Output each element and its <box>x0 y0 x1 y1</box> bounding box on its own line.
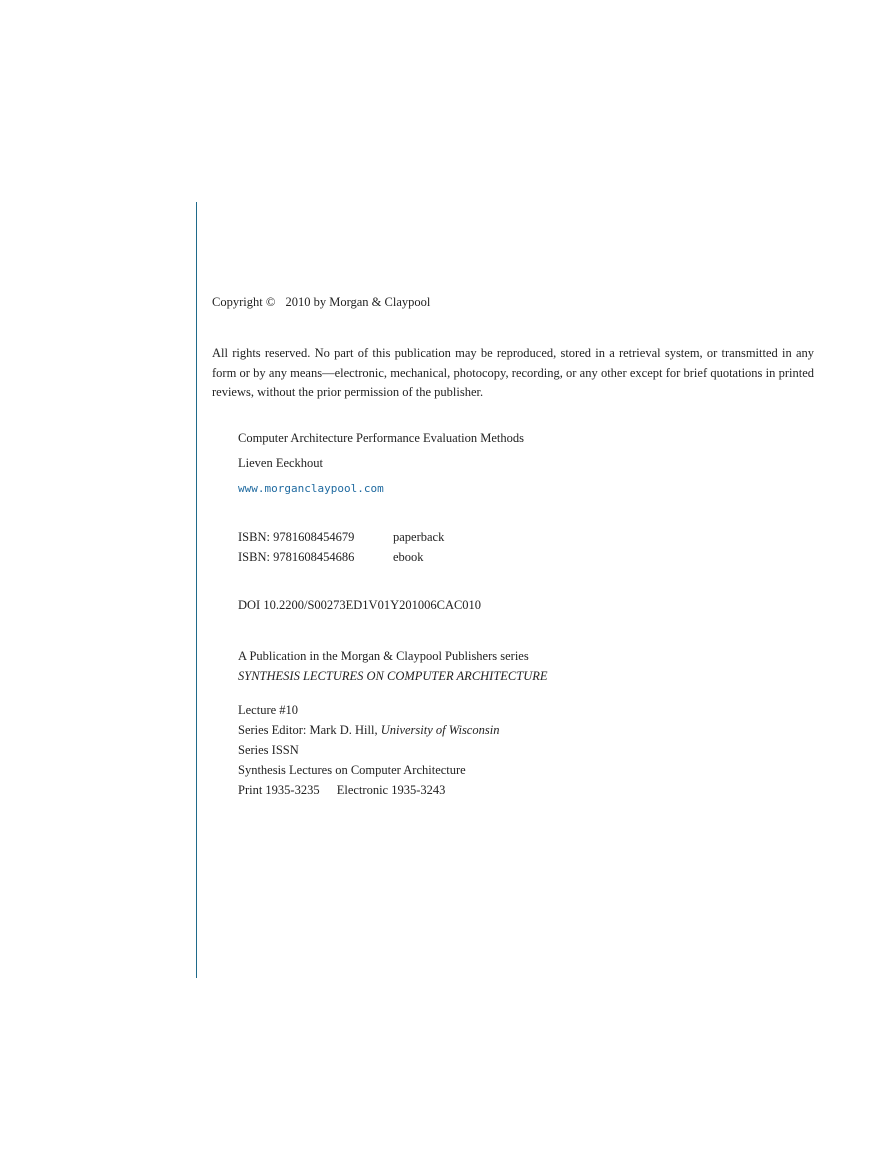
book-author: Lieven Eeckhout <box>238 456 324 470</box>
isbn-row <box>238 527 444 547</box>
copyright-text: 2010 by Morgan & Claypool <box>285 295 431 309</box>
doi: DOI 10.2200/S00273ED1V01Y201006CAC010 <box>238 598 482 612</box>
isbn-row <box>238 547 444 567</box>
series-info <box>238 647 548 686</box>
copyright-symbol: © <box>265 295 276 309</box>
electronic-issn: Electronic 1935-3243 <box>336 783 446 797</box>
series-intro: A Publication in the Morgan & Claypool Publishers series <box>238 649 529 663</box>
series-title: Synthesis Lectures on Computer Architecture <box>238 763 466 777</box>
isbn-list <box>238 527 444 567</box>
series-editor-affiliation: University of Wisconsin <box>380 723 500 737</box>
isbn-number: ISBN: 9781608454679 <box>238 530 355 544</box>
print-issn: Print 1935-3235 <box>238 783 320 797</box>
isbn-format: ebook <box>393 550 424 564</box>
isbn-format: paperback <box>393 530 445 544</box>
series-editor-name: Series Editor: Mark D. Hill, <box>238 723 378 737</box>
lecture-number: Lecture #10 <box>238 703 299 717</box>
book-title: Computer Architecture Performance Evaluation Methods <box>238 431 525 445</box>
isbn-number: ISBN: 9781608454686 <box>238 550 355 564</box>
lecture-info <box>238 700 499 800</box>
copyright-line <box>212 294 430 310</box>
issn-numbers <box>238 780 499 800</box>
series-issn-label: Series ISSN <box>238 743 299 757</box>
margin-rule <box>196 202 197 978</box>
series-name: SYNTHESIS LECTURES ON COMPUTER ARCHITECTURE <box>238 668 548 683</box>
series-editor <box>238 720 499 740</box>
copyright-prefix: Copyright <box>212 295 263 309</box>
publisher-url-link[interactable]: www.morganclaypool.com <box>238 482 384 495</box>
rights-paragraph: All rights reserved. No part of this publication may be reproduced, stored in a retrieval system, or transmitted in any form or by any means—electronic, mechanical, photocopy, recording, or any other except for brief quotations in printed reviews, without the prior permission of the publisher. <box>212 346 814 399</box>
